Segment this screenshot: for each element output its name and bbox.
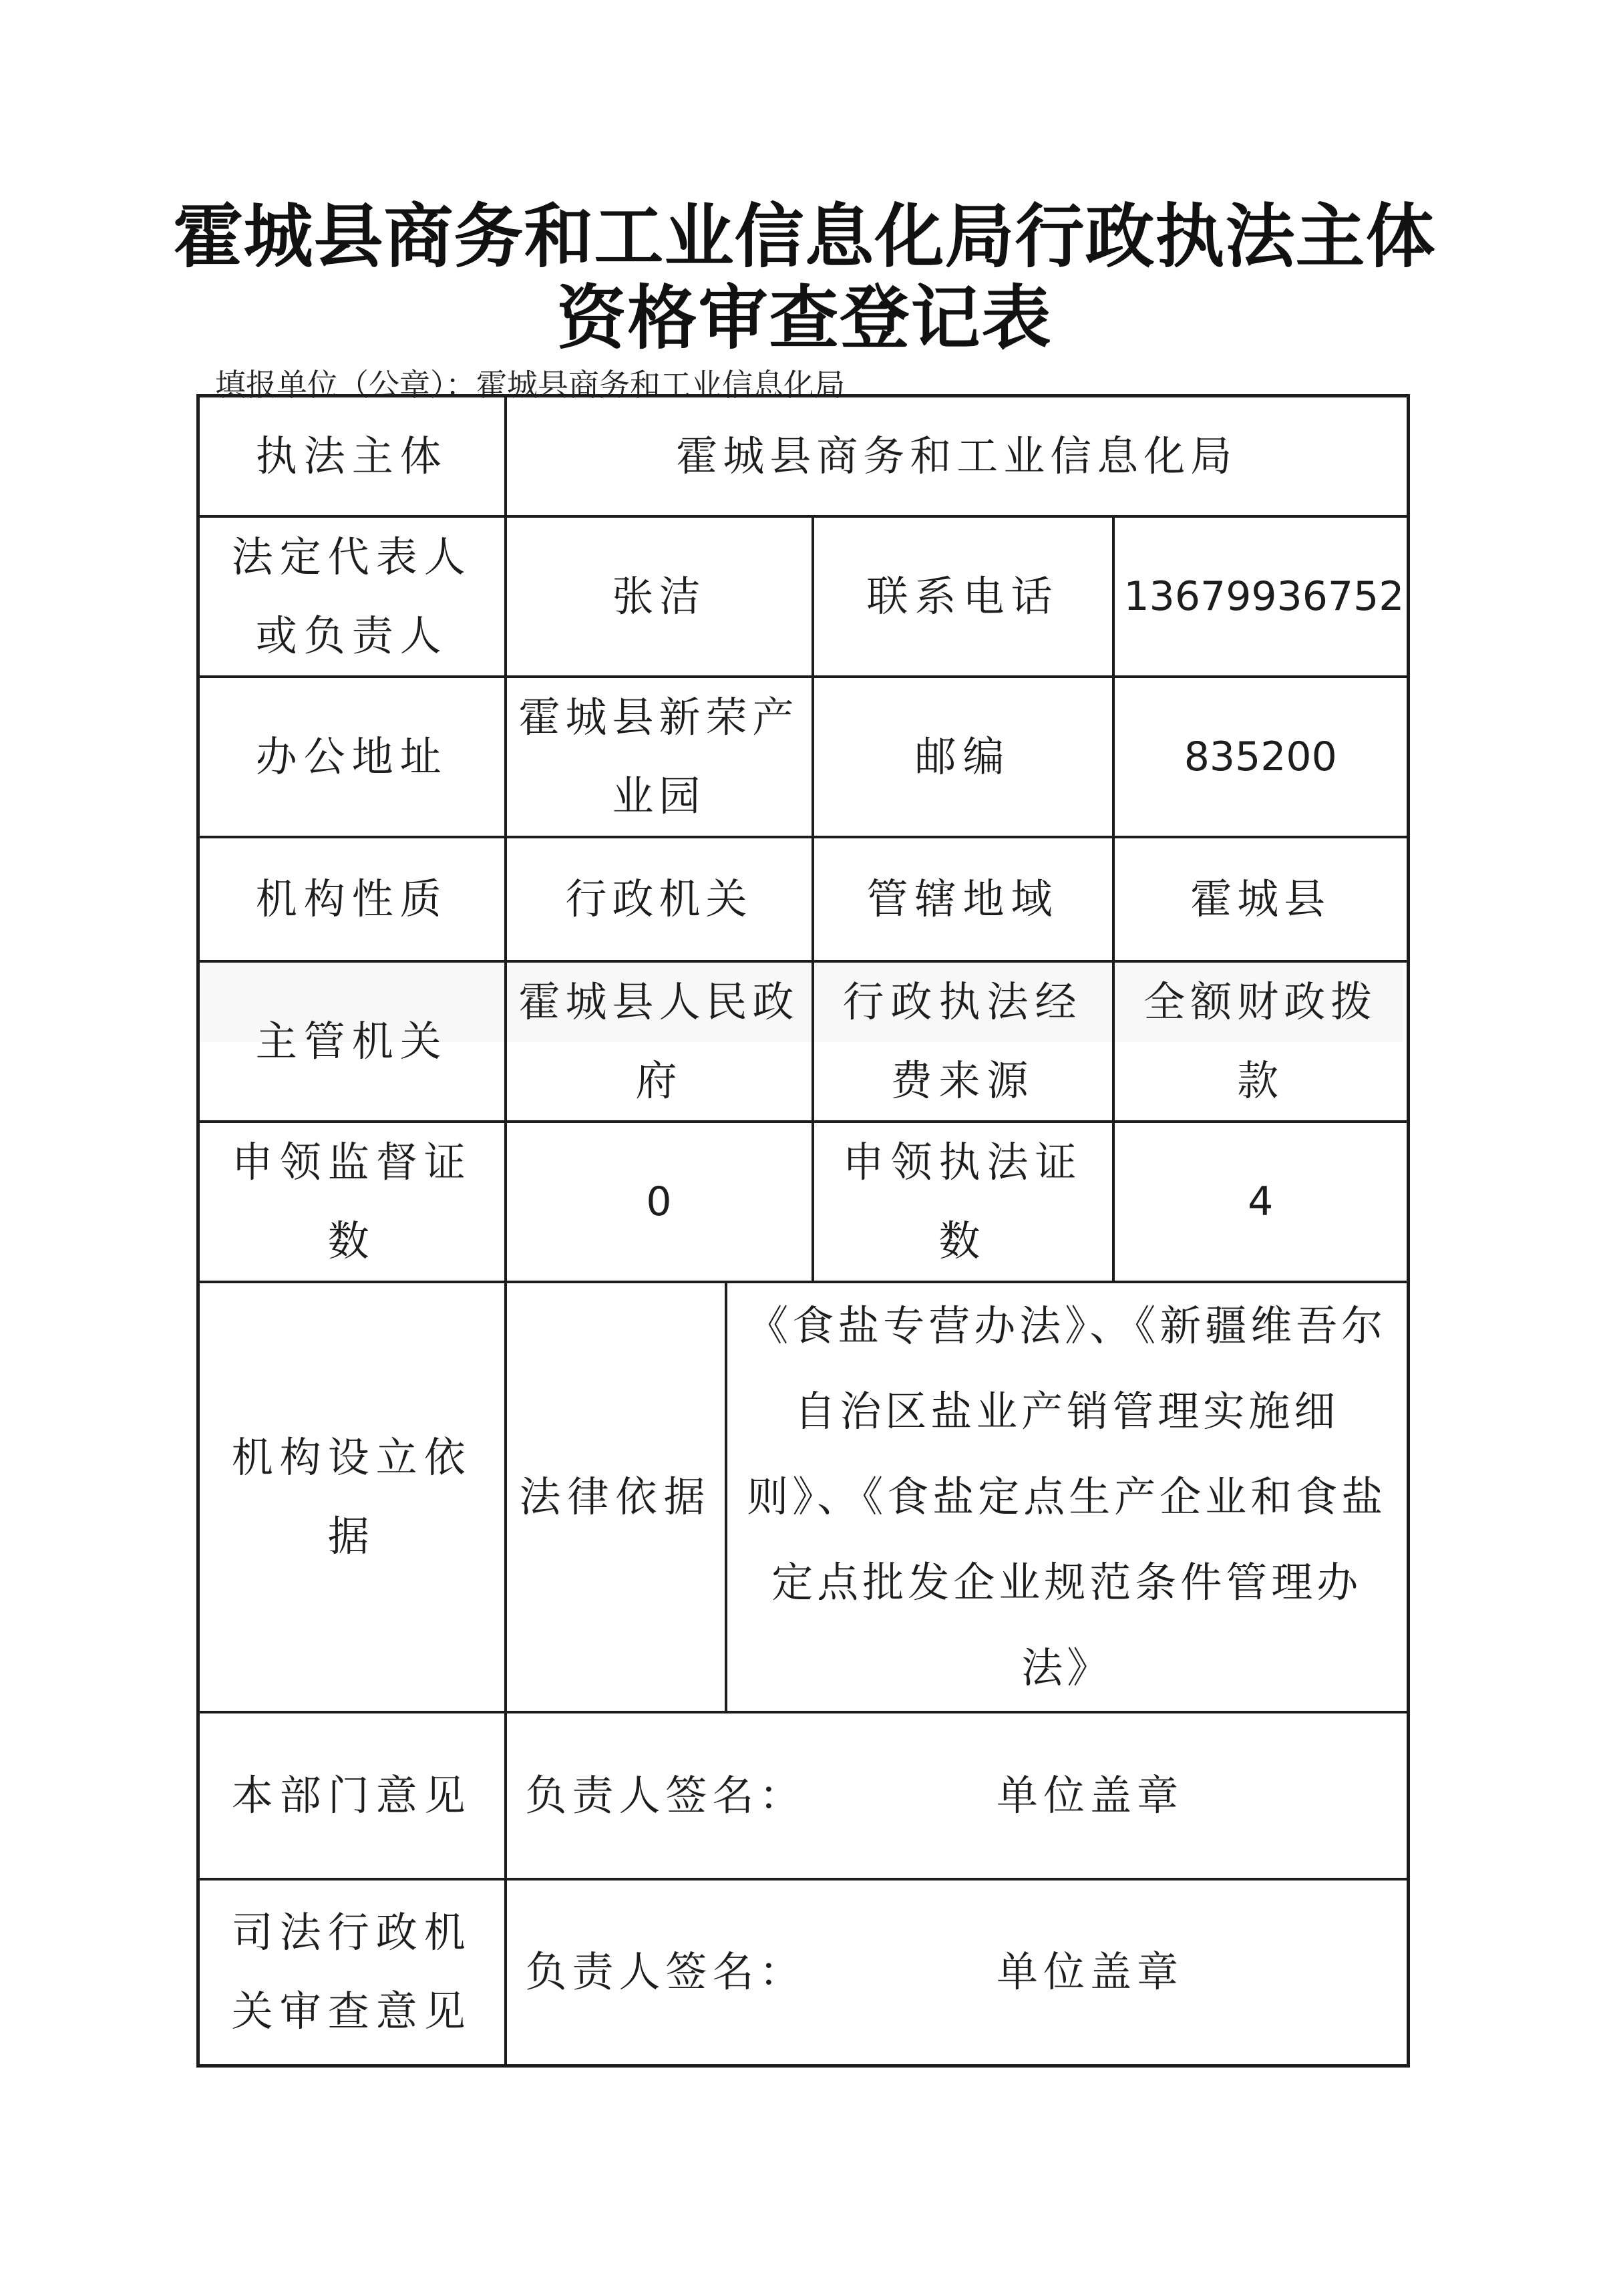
row-representative xyxy=(198,516,1409,677)
address-label: 办公地址 xyxy=(198,677,506,837)
phone-label: 联系电话 xyxy=(813,516,1113,677)
row-department-opinion xyxy=(198,1712,1409,1879)
judicial-opinion-cell xyxy=(506,1879,1409,2066)
authority-value: 霍城县人民政府 xyxy=(506,961,813,1122)
establishment-basis-label: 机构设立依据 xyxy=(198,1282,506,1712)
legal-basis-text: 《食盐专营办法》、《新疆维吾尔自治区盐业产销管理实施细则》、《食盐定点生产企业和食盐定点批发企业规范条件管理办法》 xyxy=(726,1282,1409,1712)
supervision-cert-label: 申领监督证数 xyxy=(198,1122,506,1282)
region-value: 霍城县 xyxy=(1113,837,1409,961)
registration-form-table xyxy=(196,394,1410,2068)
authority-label: 主管机关 xyxy=(198,961,506,1122)
department-seal-label: 单位盖章 xyxy=(997,1770,1184,1820)
nature-label: 机构性质 xyxy=(198,837,506,961)
representative-value: 张洁 xyxy=(506,516,813,677)
postcode-label: 邮编 xyxy=(813,677,1113,837)
row-certificates xyxy=(198,1122,1409,1282)
fill-unit-label: 填报单位（公章）： xyxy=(215,367,476,403)
postcode-value: 835200 xyxy=(1113,677,1409,837)
subject-value: 霍城县商务和工业信息化局 xyxy=(506,396,1409,516)
nature-value: 行政机关 xyxy=(506,837,813,961)
row-basis xyxy=(198,1282,1409,1712)
department-opinion-cell xyxy=(506,1712,1409,1879)
enforcement-cert-value: 4 xyxy=(1113,1122,1409,1282)
judicial-signature-label: 负责人签名： xyxy=(525,1947,806,1997)
department-signature-label: 负责人签名： xyxy=(525,1770,806,1820)
document-title-line2: 资格审查登记表 xyxy=(556,277,1053,359)
row-subject xyxy=(198,396,1409,516)
fill-unit-value: 霍城县商务和工业信息化局 xyxy=(476,367,845,403)
supervision-cert-value: 0 xyxy=(506,1122,813,1282)
row-address xyxy=(198,677,1409,837)
department-opinion-label: 本部门意见 xyxy=(198,1712,506,1879)
row-judicial-opinion xyxy=(198,1879,1409,2066)
judicial-seal-label: 单位盖章 xyxy=(997,1947,1184,1997)
row-nature xyxy=(198,837,1409,961)
subject-label: 执法主体 xyxy=(198,396,506,516)
document-title-line1: 霍城县商务和工业信息化局行政执法主体 xyxy=(173,195,1436,277)
row-authority xyxy=(198,961,1409,1122)
funding-value: 全额财政拨款 xyxy=(1113,961,1409,1122)
legal-basis-label: 法律依据 xyxy=(506,1282,726,1712)
judicial-opinion-label: 司法行政机关审查意见 xyxy=(198,1879,506,2066)
address-value: 霍城县新荣产业园 xyxy=(506,677,813,837)
region-label: 管辖地域 xyxy=(813,837,1113,961)
funding-label: 行政执法经费来源 xyxy=(813,961,1113,1122)
phone-value: 13679936752 xyxy=(1113,516,1409,677)
representative-label: 法定代表人或负责人 xyxy=(198,516,506,677)
enforcement-cert-label: 申领执法证数 xyxy=(813,1122,1113,1282)
